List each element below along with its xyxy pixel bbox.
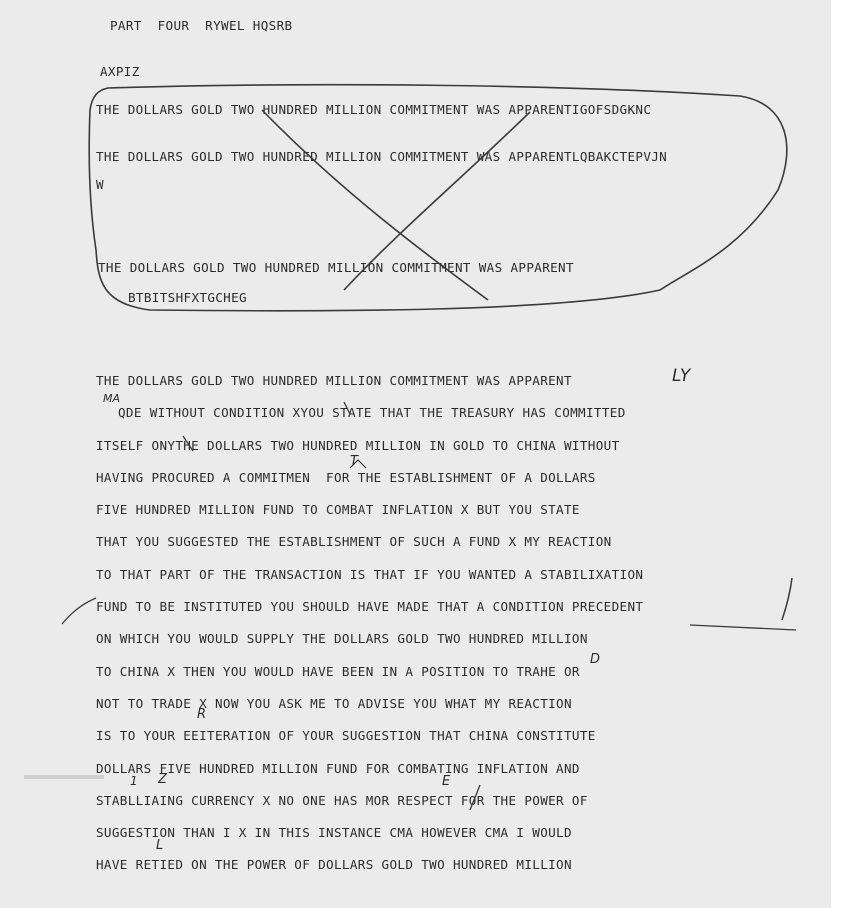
body-line-7: TO THAT PART OF THE TRANSACTION IS THAT IF YOU WANTED A STABILIXATION	[96, 567, 644, 582]
page-edge	[831, 0, 843, 908]
handwritten-d: D	[590, 652, 601, 667]
body-line-1: THE DOLLARS GOLD TWO HUNDRED MILLION COMMITMENT WAS APPARENT	[96, 373, 572, 388]
margin-left-mark	[62, 598, 96, 624]
handwritten-ma: MA	[103, 392, 121, 405]
body-line-16: HAVE RETIED ON THE POWER OF DOLLARS GOLD TWO HUNDRED MILLION	[96, 857, 572, 872]
struck-line-3: W	[96, 177, 104, 192]
struck-line-1: THE DOLLARS GOLD TWO HUNDRED MILLION COMMITMENT WAS APPARENTIGOFSDGKNC	[96, 102, 652, 117]
handwritten-l: L	[156, 838, 164, 853]
body-line-6: THAT YOU SUGGESTED THE ESTABLISHMENT OF SUCH A FUND X MY REACTION	[96, 534, 612, 549]
body-line-9: ON WHICH YOU WOULD SUPPLY THE DOLLARS GOLD TWO HUNDRED MILLION	[96, 631, 588, 646]
struck-block-loop	[89, 85, 787, 311]
header-part-line: PART FOUR RYWEL HQSRB	[110, 18, 293, 33]
struck-line-5: BTBITSHFXTGCHEG	[128, 290, 247, 305]
handwritten-ly: LY	[672, 366, 691, 386]
body-line-15: SUGGESTION THAN I X IN THIS INSTANCE CMA HOWEVER CMA I WOULD	[96, 825, 572, 840]
body-line-8: FUND TO BE INSTITUTED YOU SHOULD HAVE MADE THAT A CONDITION PRECEDENT	[96, 599, 644, 614]
scan-smudge	[24, 775, 104, 779]
header-code: AXPIZ	[100, 64, 140, 79]
body-line-10: TO CHINA X THEN YOU WOULD HAVE BEEN IN A POSITION TO TRAHE OR	[96, 664, 580, 679]
handwritten-z: Z	[158, 772, 167, 787]
body-line-5: FIVE HUNDRED MILLION FUND TO COMBAT INFLATION X BUT YOU STATE	[96, 502, 580, 517]
struck-line-2: THE DOLLARS GOLD TWO HUNDRED MILLION COMMITMENT WAS APPARENTLQBAKCTEPVJN	[96, 149, 668, 164]
body-line-2: QDE WITHOUT CONDITION XYOU STATE THAT THE TREASURY HAS COMMITTED	[118, 405, 626, 420]
body-line-11: NOT TO TRADE X NOW YOU ASK ME TO ADVISE YOU WHAT MY REACTION	[96, 696, 572, 711]
struck-line-4: THE DOLLARS GOLD TWO HUNDRED MILLION COMMITMENT WAS APPARENT	[98, 260, 574, 275]
body-line-3: ITSELF ONYTHE DOLLARS TWO HUNDRED MILLION IN GOLD TO CHINA WITHOUT	[96, 438, 620, 453]
body-line-14: STABLLIAING CURRENCY X NO ONE HAS MOR RESPECT FOR THE POWER OF	[96, 793, 588, 808]
handwritten-one: 1	[130, 774, 138, 788]
handwritten-e: E	[442, 774, 451, 789]
body-line-4: HAVING PROCURED A COMMITMEN FOR THE ESTABLISHMENT OF A DOLLARS	[96, 470, 596, 485]
body-line-13: DOLLARS FIVE HUNDRED MILLION FUND FOR COMBATING INFLATION AND	[96, 761, 580, 776]
margin-right-underline	[690, 625, 796, 630]
handwritten-t: T	[350, 454, 358, 469]
margin-right-mark	[782, 578, 792, 620]
body-line-12: IS TO YOUR EEITERATION OF YOUR SUGGESTION THAT CHINA CONSTITUTE	[96, 728, 596, 743]
handwritten-r: R	[197, 707, 207, 722]
